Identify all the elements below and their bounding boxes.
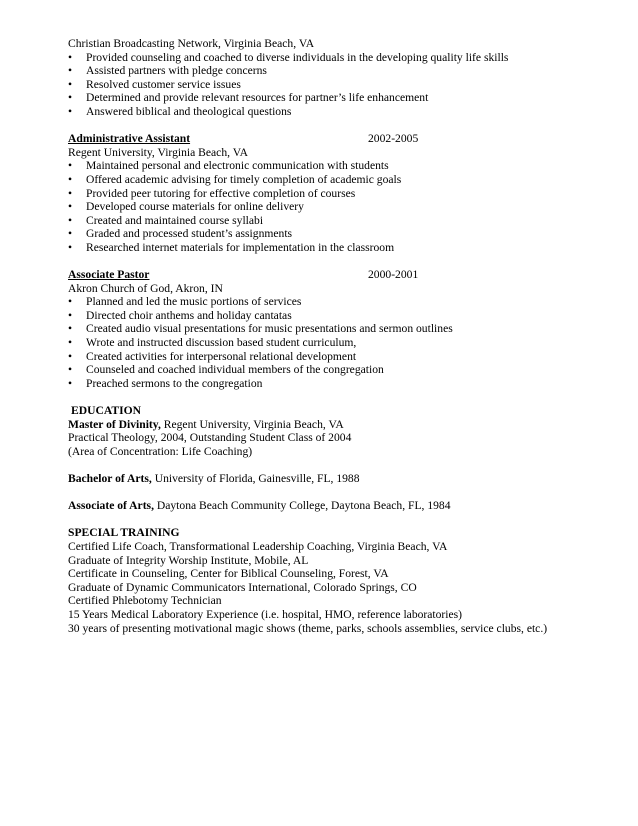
job3-header	[68, 268, 628, 282]
job3-bullet: • Created activities for interpersonal relational development	[68, 350, 628, 364]
training-line: Certificate in Counseling, Center for Biblical Counseling, Forest, VA	[68, 567, 389, 581]
job3-bullet: • Wrote and instructed discussion based student curriculum,	[68, 336, 628, 350]
job3-bullet: • Planned and led the music portions of services	[68, 295, 628, 309]
job1-bullet: • Answered biblical and theological questions	[68, 105, 628, 119]
training-line: Certified Phlebotomy Technician	[68, 594, 222, 608]
job2-years: 2002-2005	[368, 132, 419, 146]
job2-bullet: • Graded and processed student’s assignments	[68, 227, 628, 241]
job1-bullets	[68, 51, 628, 119]
job1-organization: Christian Broadcasting Network, Virginia Beach, VA	[68, 37, 315, 50]
job3-bullet: • Preached sermons to the congregation	[68, 377, 628, 391]
job1-bullet: • Resolved customer service issues	[68, 78, 628, 92]
job2-bullet: • Created and maintained course syllabi	[68, 214, 628, 228]
job2-header	[68, 132, 628, 146]
job2-organization: Regent University, Virginia Beach, VA	[68, 145, 248, 159]
education-heading: EDUCATION	[71, 404, 141, 418]
resume-page	[68, 37, 628, 635]
job3-bullet: • Counseled and coached individual members of the congregation	[68, 363, 628, 377]
masters-detail: Practical Theology, 2004, Outstanding Student Class of 2004	[68, 431, 352, 445]
job3-bullet: • Created audio visual presentations for music presentations and sermon outlines	[68, 322, 628, 336]
job3-bullets	[68, 295, 628, 390]
job2-bullet: • Offered academic advising for timely completion of academic goals	[68, 173, 628, 187]
training-line: Certified Life Coach, Transformational Leadership Coaching, Virginia Beach, VA	[68, 539, 448, 553]
training-heading: SPECIAL TRAINING	[68, 526, 180, 540]
job3-bullet: • Directed choir anthems and holiday cantatas	[68, 309, 628, 323]
training-line: Graduate of Dynamic Communicators International, Colorado Springs, CO	[68, 580, 417, 594]
job3-years: 2000-2001	[368, 268, 419, 282]
masters-school: Regent University, Virginia Beach, VA	[160, 417, 344, 431]
education-associate	[68, 499, 628, 513]
job3-title: Associate Pastor	[68, 268, 150, 282]
job2-bullet: • Researched internet materials for implementation in the classroom	[68, 241, 628, 255]
job1-bullet: • Determined and provide relevant resources for partner’s life enhancement	[68, 91, 628, 105]
associate-degree: Associate of Arts,	[68, 499, 154, 513]
job2-title: Administrative Assistant	[68, 132, 191, 146]
masters-concentration: (Area of Concentration: Life Coaching)	[68, 444, 253, 458]
education-masters	[68, 418, 628, 432]
job2-bullet: • Provided peer tutoring for effective completion of courses	[68, 187, 628, 201]
bachelor-degree: Bachelor of Arts,	[68, 472, 152, 485]
job2-bullet: • Developed course materials for online delivery	[68, 200, 628, 214]
training-line: 30 years of presenting motivational magic shows (theme, parks, schools assemblies, service clubs, etc.)	[68, 621, 548, 635]
education-bachelor	[68, 472, 628, 486]
job2-bullets	[68, 159, 628, 254]
training-line: Graduate of Integrity Worship Institute, Mobile, AL	[68, 553, 309, 567]
masters-degree: Master of Divinity,	[68, 417, 161, 431]
job1-bullet: • Provided counseling and coached to diverse individuals in the developing quality life skills	[68, 51, 628, 65]
training-line: 15 Years Medical Laboratory Experience (i.e. hospital, HMO, reference laboratories)	[68, 607, 463, 621]
job1-bullet: • Assisted partners with pledge concerns	[68, 64, 628, 78]
associate-school: Daytona Beach Community College, Daytona Beach, FL, 1984	[153, 499, 451, 513]
bachelor-school: University of Florida, Gainesville, FL, 1988	[151, 472, 360, 485]
job2-bullet: • Maintained personal and electronic communication with students	[68, 159, 628, 173]
job3-organization: Akron Church of God, Akron, IN	[68, 281, 223, 295]
